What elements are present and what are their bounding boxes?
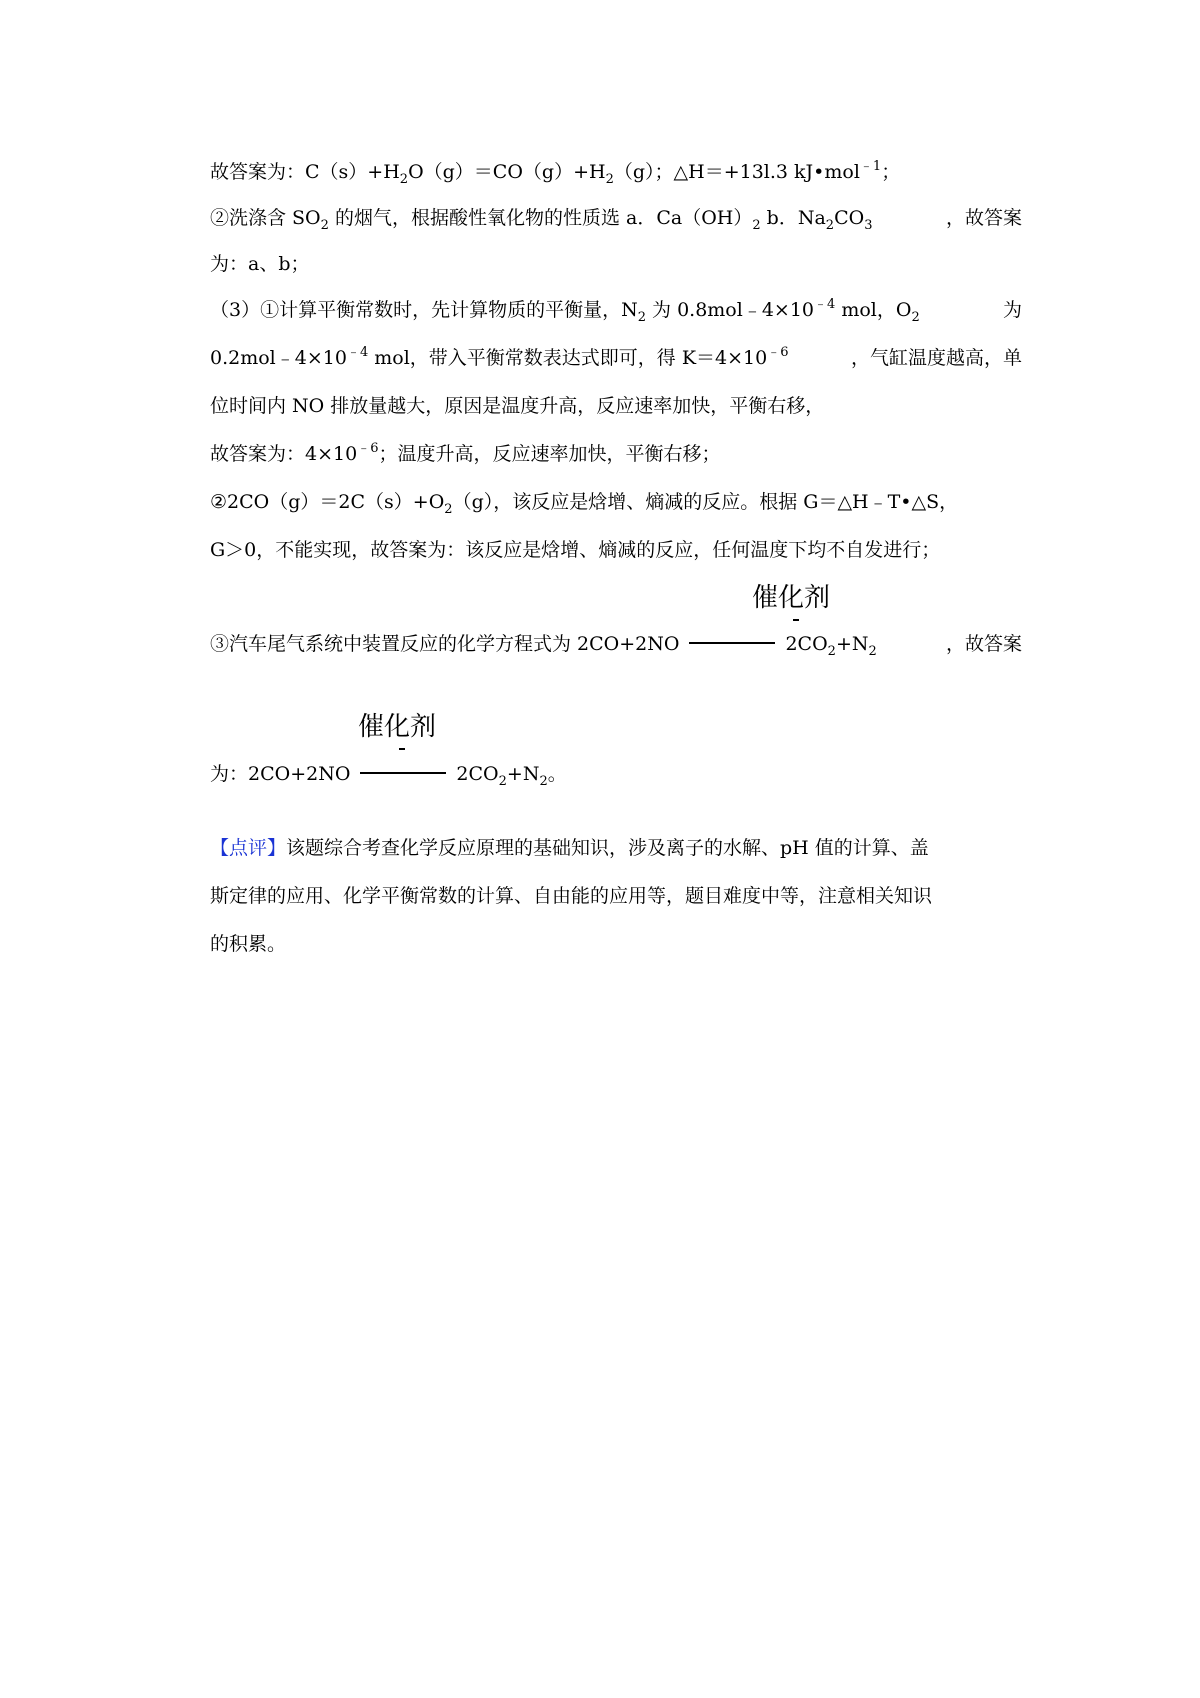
answer-line-7 [210, 442, 720, 466]
subscript: 2 [399, 172, 409, 187]
catalyst-label: 催化剂 [358, 712, 437, 742]
text-run: +N [506, 763, 540, 785]
text-run: ，故答案 [945, 633, 1022, 655]
text-run: ②2CO（g）＝2C（s）+O [210, 491, 445, 513]
superscript: ﹣4 [814, 297, 836, 312]
line-content [210, 632, 877, 659]
answer-line-10 [210, 632, 1022, 659]
subscript: 2 [827, 644, 836, 659]
answer-line-5 [210, 346, 1022, 370]
answer-line-2 [210, 206, 1022, 233]
text-run: 故答案为：C（s）+H [210, 161, 400, 183]
comment-tag: 【点评】 [210, 837, 287, 859]
superscript: ﹣4 [346, 345, 369, 360]
subscript: 3 [864, 218, 873, 233]
catalyst-tick [793, 619, 799, 621]
subscript: 2 [498, 774, 507, 789]
text-run: mol，带入平衡常数表达式即可，得 K＝4×10 [368, 347, 768, 369]
line-content [210, 490, 959, 517]
answer-line-3: 为：a、b； [210, 253, 310, 275]
catalyst-tick [399, 748, 405, 750]
text-run: 为 [1002, 299, 1022, 321]
comment-line-2: 斯定律的应用、化学平衡常数的计算、自由能的应用等，题目难度中等，注意相关知识 [210, 885, 933, 907]
text-run: CO [834, 207, 865, 229]
superscript: ﹣6 [767, 345, 789, 360]
superscript: ﹣1 [859, 159, 882, 174]
text-run: 为 0.8mol﹣4×10 [646, 299, 815, 321]
text-run: mol，O [835, 299, 912, 321]
comment-line-1 [210, 836, 1022, 860]
subscript: 2 [320, 218, 329, 233]
superscript: ﹣6 [357, 441, 379, 456]
text-run: ②洗涤含 SO [210, 207, 321, 229]
answer-line-6: 位时间内 NO 排放量越大，原因是温度升高，反应速率加快，平衡右移， [210, 395, 825, 417]
subscript: 2 [605, 172, 614, 187]
reaction-arrow [689, 642, 775, 644]
subscript: 2 [825, 218, 835, 233]
text-run: 。 [547, 763, 567, 785]
text-run: （3）①计算平衡常数时，先计算物质的平衡量，N [210, 299, 638, 321]
subscript: 2 [637, 310, 646, 325]
text-run: ；温度升高，反应速率加快，平衡右移； [378, 443, 721, 465]
text-run: O（g）＝CO（g）+H [408, 161, 606, 183]
text-run: 2CO [785, 633, 828, 655]
line-content [210, 346, 789, 370]
answer-line-9: G＞0，不能实现，故答案为：该反应是焓增、熵减的反应，任何温度下均不自发进行； [210, 539, 941, 561]
answer-line-11 [210, 762, 567, 789]
text-run: 2CO [456, 763, 499, 785]
answer-line-8 [210, 490, 1022, 517]
line-content [210, 206, 873, 233]
reaction-arrow [360, 772, 446, 774]
text-run: 为：2CO+2NO [210, 763, 351, 785]
catalyst-label: 催化剂 [752, 583, 831, 613]
text-run: ，故答案 [945, 207, 1022, 229]
text-run: （g），该反应是焓增、熵减的反应。根据 G＝△H﹣T•△S， [452, 491, 959, 513]
line-content [210, 297, 920, 325]
text-run: 该题综合考查化学反应原理的基础知识，涉及离子的水解、pH 值的计算、盖 [286, 837, 929, 859]
text-run: 故答案为：4×10 [210, 443, 358, 465]
subscript: 2 [911, 310, 920, 325]
text-run: ，气缸温度越高，单 [850, 347, 1022, 369]
text-run: ③汽车尾气系统中装置反应的化学方程式为 2CO+2NO [210, 633, 680, 655]
text-run: 0.2mol﹣4×10 [210, 347, 347, 369]
subscript: 2 [444, 502, 453, 517]
line-content [210, 836, 929, 860]
text-run: b．Na [760, 207, 826, 229]
comment-line-3: 的积累。 [210, 933, 287, 955]
subscript: 2 [539, 774, 548, 789]
answer-line-1 [210, 159, 901, 187]
answer-line-4 [210, 297, 1022, 325]
text-run: +N [835, 633, 869, 655]
text-run: （g）；△H＝+13l.3 kJ•mol [613, 161, 860, 183]
subscript: 2 [868, 644, 877, 659]
text-run: ； [881, 161, 901, 183]
subscript: 2 [752, 218, 761, 233]
text-run: 的烟气，根据酸性氧化物的性质选 a．Ca（OH） [328, 207, 753, 229]
